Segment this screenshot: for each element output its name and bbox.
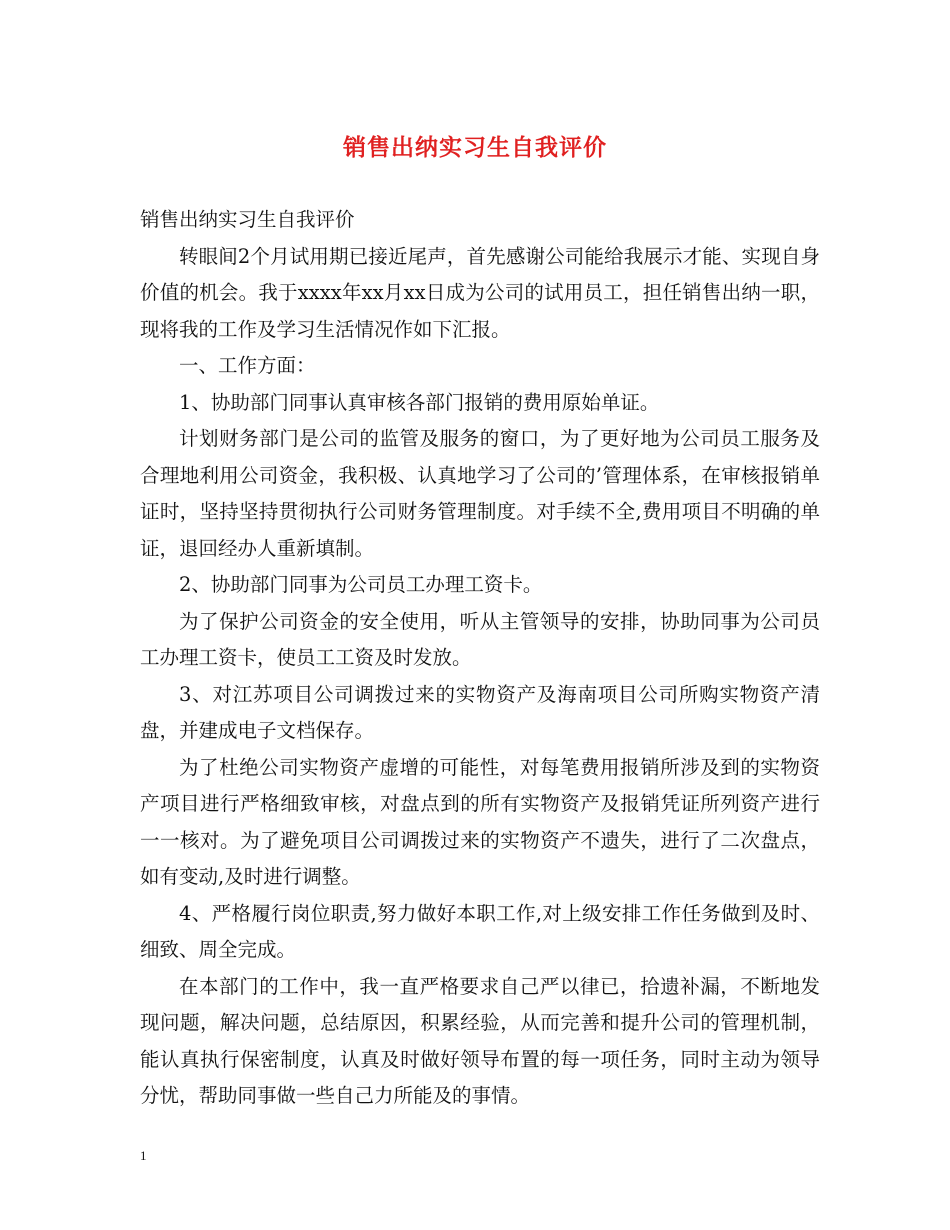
paragraph: 为了保护公司资金的安全使用，听从主管领导的安排，协助同事为公司员工办理工资卡，使员工工资及时发放。 xyxy=(140,609,820,669)
document-body xyxy=(140,202,820,1115)
document-title: 销售出纳实习生自我评价 xyxy=(343,134,607,161)
section-heading: 一、工作方面： xyxy=(179,354,316,377)
paragraph: 计划财务部门是公司的监管及服务的窗口，为了更好地为公司员工服务及合理地利用公司资金，我积极、认真地学习了公司的’管理体系，在审核报销单证时，坚持坚持贯彻执行公司财务管理制度。对手续不全,费用项目不明确的单证，退回经办人重新填制。 xyxy=(140,427,820,560)
list-item: 4、严格履行岗位职责,努力做好本职工作,对上级安排工作任务做到及时、细致、周全完成。 xyxy=(140,901,820,961)
page-number: 1 xyxy=(140,1148,147,1163)
paragraph: 为了杜绝公司实物资产虚增的可能性，对每笔费用报销所涉及到的实物资产项目进行严格细致审核，对盘点到的所有实物资产及报销凭证所列资产进行一一核对。为了避免项目公司调拨过来的实物资产不遗失，进行了二次盘点，如有变动,及时进行调整。 xyxy=(140,755,820,888)
paragraph: 转眼间2个月试用期已接近尾声，首先感谢公司能给我展示才能、实现自身价值的机会。我于xxxx年xx月xx日成为公司的试用员工，担任销售出纳一职，现将我的工作及学习生活情况作如下汇报。 xyxy=(140,244,820,341)
list-item: 3、对江苏项目公司调拨过来的实物资产及海南项目公司所购实物资产清盘，并建成电子文档保存。 xyxy=(140,682,820,742)
paragraph: 在本部门的工作中，我一直严格要求自己严以律已，拾遗补漏，不断地发现问题，解决问题，总结原因，积累经验，从而完善和提升公司的管理机制，能认真执行保密制度，认真及时做好领导布置的每一项任务，同时主动为领导分忧，帮助同事做一些自己力所能及的事情。 xyxy=(140,974,820,1107)
list-item: 2、协助部门同事为公司员工办理工资卡。 xyxy=(179,573,543,596)
paragraph-heading: 销售出纳实习生自我评价 xyxy=(140,208,355,231)
list-item: 1、协助部门同事认真审核各部门报销的费用原始单证。 xyxy=(179,390,660,414)
